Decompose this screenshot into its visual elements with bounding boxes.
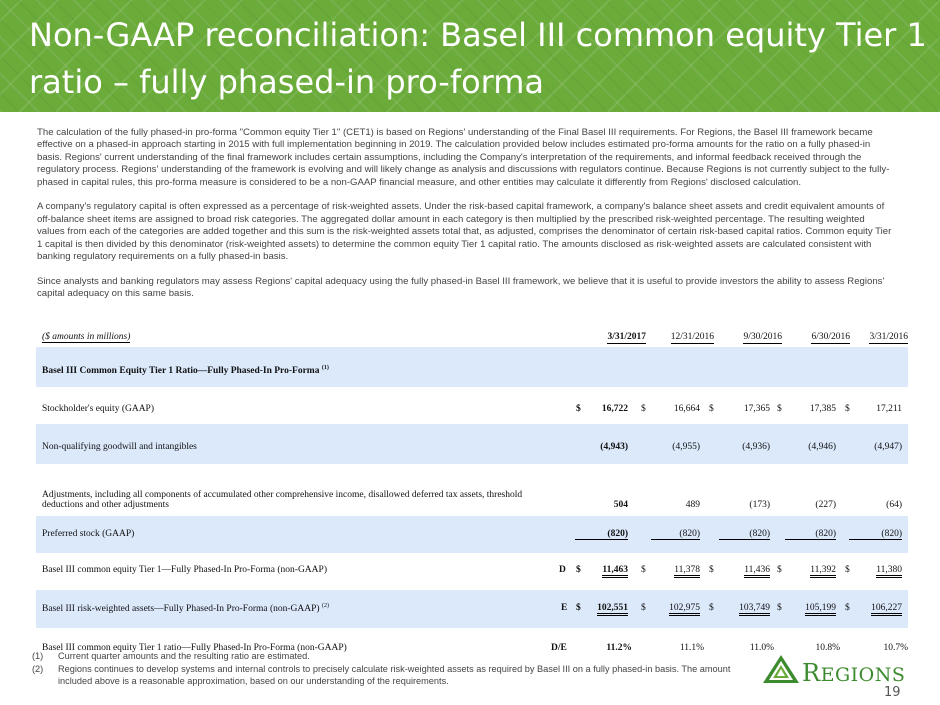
- dollar-sign: $: [777, 404, 782, 414]
- row-label-line-1: Adjustments, including all components of accumulated other comprehensive income, disallowed deferred tax assets, threshold: [42, 490, 523, 500]
- regions-logo: [762, 654, 922, 687]
- dollar-sign: $: [641, 565, 646, 575]
- column-header-3-31-2017: 3/31/2017: [607, 332, 646, 342]
- row-label: Basel III common equity Tier 1 ratio—Fully Phased-In Pro-Forma (non-GAAP): [42, 643, 347, 653]
- dollar-sign: $: [845, 404, 850, 414]
- dollar-sign: $: [576, 603, 581, 613]
- value-12-31-2016: 489: [685, 500, 700, 510]
- dollar-sign: $: [641, 404, 646, 414]
- row-letter: E: [561, 603, 568, 613]
- dollar-sign: $: [777, 565, 782, 575]
- value-9-30-2016: 11.0%: [749, 643, 774, 653]
- row-label: Non-qualifying goodwill and intangibles: [42, 442, 197, 452]
- value-3-31-2017: 11.2%: [606, 643, 632, 653]
- row-letter: D: [559, 565, 566, 575]
- dollar-sign: $: [709, 404, 714, 414]
- page-number: 19: [884, 685, 901, 700]
- dollar-sign: $: [641, 603, 646, 613]
- footnote-number: (2): [32, 663, 44, 674]
- column-header-6-30-2016: 6/30/2016: [811, 332, 850, 342]
- section-footnote-ref: (1): [321, 365, 329, 371]
- logo-initial: R: [802, 659, 821, 687]
- table-row: [36, 516, 908, 553]
- intro-paragraph-3: Since analysts and banking regulators may assess Regions' capital adequacy using the fully phased-in Basel III framework, we believe that it is useful to provide investors the ability to assess Regions' capital adequacy on this same basis.: [37, 275, 885, 300]
- dollar-sign: $: [777, 603, 782, 613]
- table-row: [36, 464, 908, 516]
- value-6-30-2016: 105,199: [805, 603, 836, 616]
- value-3-31-2017: (820): [575, 529, 628, 540]
- value-3-31-2016: (4,947): [874, 442, 902, 452]
- value-6-30-2016: (820): [785, 529, 836, 540]
- value-12-31-2016: 11,378: [674, 565, 700, 578]
- column-header-3-31-2016: 3/31/2016: [869, 332, 908, 342]
- units-label: ($ amounts in millions): [42, 332, 131, 342]
- value-3-31-2016: 10.7%: [883, 643, 908, 653]
- table-row: [36, 424, 908, 464]
- logo-wordmark: EGIONS: [820, 664, 906, 686]
- section-title: Basel III Common Equity Tier 1 Ratio—Fully Phased-In Pro-Forma: [42, 366, 320, 377]
- section-title-row: [36, 347, 908, 387]
- value-3-31-2016: 106,227: [871, 603, 902, 616]
- value-12-31-2016: (820): [651, 529, 700, 540]
- table-row: [36, 553, 908, 590]
- intro-text: [37, 127, 893, 313]
- dollar-sign: $: [845, 565, 850, 575]
- row-label: Stockholder's equity (GAAP): [42, 404, 155, 414]
- value-9-30-2016: 103,749: [739, 603, 770, 616]
- value-6-30-2016: 17,385: [809, 404, 836, 414]
- column-header-9-30-2016: 9/30/2016: [743, 332, 782, 342]
- value-6-30-2016: (4,946): [808, 442, 836, 452]
- footnote-2: [32, 663, 732, 688]
- footnote-text: Regions continues to develop systems and internal controls to precisely calculate risk-weighted assets as required by Basel III on a fully phased-in basis. The amount included above is a reasonable approximation, based on our understanding of the requirements.: [58, 663, 731, 687]
- row-letter: D/E: [551, 643, 567, 653]
- value-12-31-2016: 11.1%: [679, 643, 704, 653]
- footnote-1: [32, 650, 732, 663]
- value-3-31-2016: 11,380: [876, 565, 902, 578]
- value-9-30-2016: 11,436: [744, 565, 770, 578]
- dollar-sign: $: [709, 603, 714, 613]
- row-footnote-ref: (2): [321, 603, 329, 609]
- dollar-sign: $: [845, 603, 850, 613]
- footnote-text: Current quarter amounts and the resulting ratio are estimated.: [58, 651, 310, 661]
- value-9-30-2016: 17,365: [743, 404, 770, 414]
- dollar-sign: $: [576, 565, 581, 575]
- reconciliation-table: [36, 327, 908, 664]
- value-3-31-2017: 504: [613, 500, 628, 510]
- value-6-30-2016: 10.8%: [815, 643, 840, 653]
- value-3-31-2016: (64): [886, 500, 902, 510]
- footnote-number: (1): [32, 651, 44, 661]
- table-row: [36, 590, 908, 628]
- footnotes: [32, 650, 732, 688]
- value-3-31-2017: (4,943): [600, 442, 628, 452]
- title-banner: [0, 0, 940, 112]
- value-9-30-2016: (173): [749, 500, 770, 510]
- value-12-31-2016: 16,664: [673, 404, 700, 414]
- value-9-30-2016: (820): [719, 529, 770, 540]
- column-header-12-31-2016: 12/31/2016: [670, 332, 714, 342]
- slide-title: Non-GAAP reconciliation: Basel III common equity Tier 1 ratio – fully phased-in pro-forma: [29, 16, 927, 101]
- row-label: Basel III risk-weighted assets—Fully Phased-In Pro-Forma (non-GAAP): [42, 604, 320, 615]
- value-3-31-2017: 11,463: [602, 565, 628, 578]
- intro-paragraph-1: The calculation of the fully phased-in pro-forma "Common equity Tier 1" (CET1) is based on Regions' understanding of the Final Basel III requirements. For Regions, the Basel III framework became effective on a phased-in approach starting in 2015 with full implementation beginning in 2019. The calculation provided below includes estimated pro-forma amounts for the ratio on a fully phased-in basis. Regions' current understanding of the final framework includes certain assumptions, including the Company's interpretation of the requirements, and informal feedback received through the regulatory process. Regions' understanding of the framework is evolving and will likely change as analysis and discussions with regulators continue. Because Regions is not currently subject to the fully-phased in capital rules, this pro-forma measure is considered to be a non-GAAP financial measure, and other entities may calculate it differently from Regions' disclosed calculation.: [37, 127, 890, 188]
- value-3-31-2017: 102,551: [597, 603, 628, 616]
- row-label: Preferred stock (GAAP): [42, 529, 135, 539]
- dollar-sign: $: [709, 565, 714, 575]
- table-row: [36, 387, 908, 424]
- regions-triangle-icon: [762, 654, 800, 684]
- value-9-30-2016: (4,936): [742, 442, 770, 452]
- dollar-sign: $: [576, 404, 581, 414]
- value-6-30-2016: 11,392: [810, 565, 836, 578]
- row-label: Basel III common equity Tier 1—Fully Phased-In Pro-Forma (non-GAAP): [42, 565, 327, 575]
- value-12-31-2016: (4,955): [672, 442, 700, 452]
- value-12-31-2016: 102,975: [669, 603, 700, 616]
- value-3-31-2016: (820): [849, 529, 902, 540]
- value-3-31-2017: 16,722: [601, 404, 628, 414]
- intro-paragraph-2: A company's regulatory capital is often expressed as a percentage of risk-weighted assets. Under the risk-based capital framework, a company's balance sheet assets and credit equivalent amounts of off-balance sheet items are assigned to broad risk categories. The aggregated dollar amount in each category is then multiplied by the prescribed risk-weighted percentage. The resulting weighted values from each of the categories are added together and this sum is the risk-weighted assets total that, as adjusted, comprises the denominator of certain risk-based capital ratios. Common equity Tier 1 capital is then divided by this denominator (risk-weighted assets) to determine the common equity Tier 1 capital ratio. The amounts disclosed as risk-weighted assets are calculated consistent with banking regulatory requirements on a fully phased-in basis.: [37, 201, 892, 263]
- value-6-30-2016: (227): [815, 500, 836, 510]
- row-label-line-2: deductions and other adjustments: [42, 500, 169, 510]
- table-header-row: [36, 327, 908, 345]
- value-3-31-2016: 17,211: [876, 404, 902, 414]
